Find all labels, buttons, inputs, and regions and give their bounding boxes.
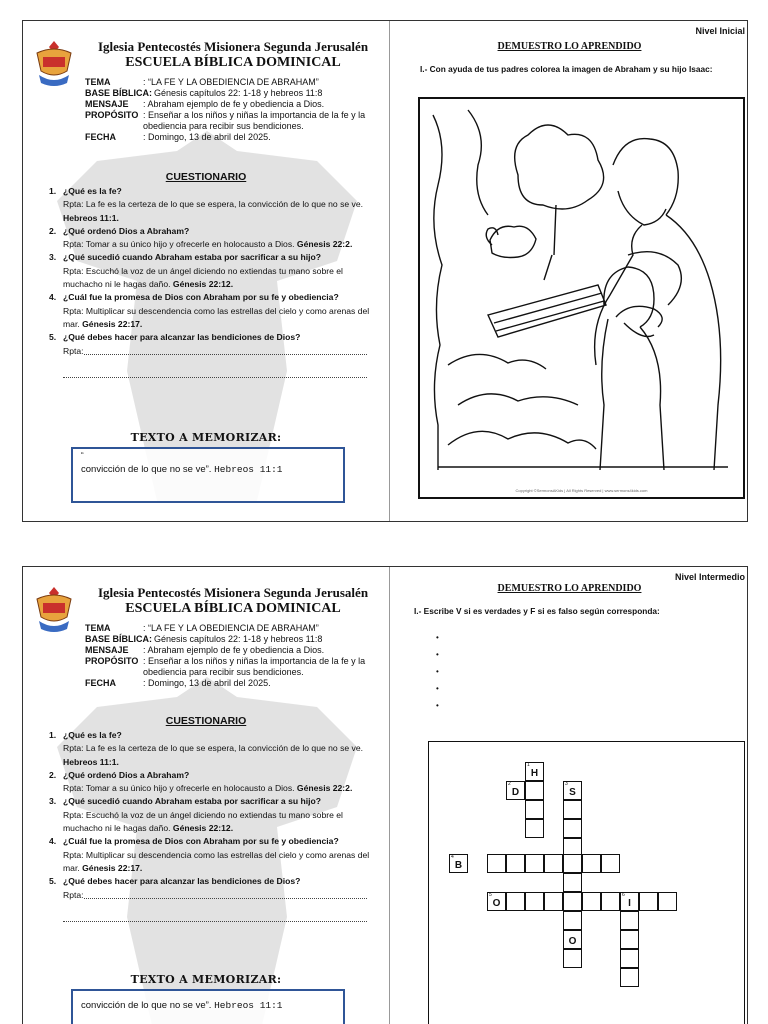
fecha-value: : Domingo, 13 de abril del 2025. (143, 678, 271, 688)
crossword-cell[interactable] (620, 968, 639, 987)
worksheet-inicial (22, 20, 748, 522)
coloring-image-frame[interactable] (418, 97, 745, 499)
mensaje-label: MENSAJE (85, 99, 129, 109)
question-item (49, 795, 381, 835)
proposito-value: : Enseñar a los niños y niñas la importancia de la fe y la obediencia para recibir sus bendiciones. (143, 110, 366, 131)
answer-text: Rpta: Multiplicar su descendencia como las estrellas del cielo y como arenas del mar. (63, 849, 370, 873)
mensaje-label: MENSAJE (85, 645, 129, 655)
proposito-label: PROPÓSITO (85, 110, 139, 120)
crossword-cell[interactable] (620, 949, 639, 968)
crossword-puzzle (428, 741, 745, 1024)
true-false-item[interactable]: • (436, 650, 439, 659)
answer-ref: Hebreos 11:1. (63, 756, 119, 767)
crossword-cell[interactable] (563, 854, 582, 873)
question-text: ¿Qué es la fe? (63, 186, 122, 196)
crossword-cell[interactable] (563, 911, 582, 930)
clue-number: 6 (622, 892, 625, 898)
worksheet-intermedio (22, 566, 748, 1024)
answer-line[interactable] (63, 889, 381, 902)
question-number: 4. (49, 836, 57, 847)
crossword-cell[interactable] (563, 949, 582, 968)
clue-number: 1 (527, 762, 530, 768)
crossword-cell[interactable] (525, 762, 544, 781)
question-number: 3. (49, 796, 57, 807)
question-text: ¿Qué ordenó Dios a Abraham? (63, 225, 190, 236)
memorize-ref: Hebreos 11:1 (214, 464, 283, 475)
true-false-item[interactable]: • (436, 667, 439, 676)
question-number: 2. (49, 225, 57, 236)
crossword-cell[interactable] (487, 892, 506, 911)
question-number: 1. (49, 186, 57, 196)
activity-panel (390, 567, 748, 1024)
mensaje-value: : Abraham ejemplo de fe y obediencia a Dios. (143, 645, 325, 655)
lesson-info (79, 77, 379, 143)
crossword-cell[interactable] (449, 854, 468, 873)
cell-letter: I (628, 898, 631, 909)
memorize-title: TEXTO A MEMORIZAR: (130, 973, 282, 986)
crossword-cell[interactable] (563, 892, 582, 911)
crossword-cell[interactable] (506, 854, 525, 873)
cell-letter: S (569, 787, 576, 798)
answer-text: Rpta: La fe es la certeza de lo que se espera, la convicción de lo que no se ve. (63, 199, 364, 210)
answer-text: Rpta: Tomar a su único hijo y ofrecerle en holocausto a Dios. (63, 783, 295, 794)
crossword-cell[interactable] (563, 800, 582, 819)
church-name: Iglesia Pentecostés Misionera Segunda Jerusalén (97, 585, 369, 600)
activity-title: DEMUESTRO LO APRENDIDO (497, 41, 642, 52)
cell-letter: H (530, 768, 539, 779)
lesson-panel (23, 21, 389, 521)
true-false-item[interactable]: • (436, 701, 439, 710)
clue-number: 3 (565, 781, 568, 787)
activity-instruction: I.- Escribe V si es verdades y F si es falso según corresponda: (414, 606, 660, 616)
level-label: Nivel Inicial (695, 26, 745, 36)
cell-letter: D (511, 787, 520, 798)
question-item (49, 729, 381, 769)
answer-ref: Génesis 22:12. (172, 279, 234, 290)
tema-value: : “LA FE Y LA OBEDIENCIA DE ABRAHAM” (143, 77, 319, 87)
answer-ref: Génesis 22:17. (82, 862, 143, 873)
fecha-value: : Domingo, 13 de abril del 2025. (143, 132, 271, 142)
image-copyright: Copyright ©SermonsAKids | All Rights Reserved | www.sermons4kids.com (515, 488, 648, 493)
question-item (49, 769, 381, 796)
cell-letter: O (568, 936, 577, 947)
question-number: 3. (49, 252, 57, 263)
question-item (49, 225, 381, 252)
question-item (49, 185, 381, 225)
answer-text: Rpta: La fe es la certeza de lo que se espera, la convicción de lo que no se ve. (63, 743, 364, 754)
base-value: Génesis capítulos 22: 1-18 y hebreos 11:8 (154, 634, 323, 644)
school-name: ESCUELA BÍBLICA DOMINICAL (125, 601, 341, 616)
church-logo-icon (33, 39, 75, 89)
crossword-cell[interactable] (506, 781, 525, 800)
answer-ref: Génesis 22:2. (296, 783, 353, 794)
question-number: 5. (49, 332, 57, 343)
crossword-cell[interactable] (544, 892, 563, 911)
memorize-ref: Hebreos 11:1 (214, 1000, 283, 1011)
question-text: ¿Cuál fue la promesa de Dios con Abraham por su fe y obediencia? (63, 836, 339, 847)
tema-label: TEMA (85, 77, 111, 87)
question-text: ¿Qué es la fe? (63, 730, 122, 740)
answer-line[interactable] (63, 345, 381, 358)
crossword-cell[interactable] (601, 892, 620, 911)
answer-dotted-line[interactable] (84, 889, 367, 899)
questionnaire-title: CUESTIONARIO (165, 171, 247, 183)
abraham-isaac-coloring-image[interactable] (428, 105, 735, 475)
crossword-cell[interactable] (620, 911, 639, 930)
crossword-cell[interactable] (563, 930, 582, 949)
crossword-cell[interactable] (620, 930, 639, 949)
question-text: ¿Qué debes hacer para alcanzar las bendiciones de Dios? (63, 876, 301, 887)
activity-title: DEMUESTRO LO APRENDIDO (497, 583, 642, 594)
answer-ref: Génesis 22:12. (172, 823, 234, 834)
tema-label: TEMA (85, 623, 111, 633)
church-name: Iglesia Pentecostés Misionera Segunda Jerusalén (97, 39, 369, 54)
crossword-cell[interactable] (658, 892, 677, 911)
base-label: BASE BÍBLICA: (85, 88, 152, 98)
tema-value: : “LA FE Y LA OBEDIENCIA DE ABRAHAM” (143, 623, 319, 633)
question-text: ¿Qué debes hacer para alcanzar las bendiciones de Dios? (63, 332, 301, 343)
fecha-label: FECHA (85, 678, 116, 688)
question-item (49, 835, 381, 875)
crossword-cell[interactable] (544, 854, 563, 873)
proposito-label: PROPÓSITO (85, 656, 139, 666)
activity-instruction: I.- Con ayuda de tus padres colorea la imagen de Abraham y su hijo Isaac: (420, 64, 713, 74)
answer-ref: Génesis 22:2. (296, 239, 353, 250)
crossword-cell[interactable] (620, 892, 639, 911)
clue-number: 2 (508, 781, 511, 787)
memorize-text: convicción de lo que no se ve”. (81, 464, 212, 475)
memorize-text: convicción de lo que no se ve”. (81, 1000, 212, 1011)
mensaje-value: : Abraham ejemplo de fe y obediencia a Dios. (143, 99, 325, 109)
cell-letter: B (454, 860, 463, 871)
crossword-cell[interactable] (563, 819, 582, 838)
question-item (49, 291, 381, 331)
crossword-cell[interactable] (487, 854, 506, 873)
base-value: Génesis capítulos 22: 1-18 y hebreos 11:8 (154, 88, 323, 98)
lesson-info (79, 623, 379, 689)
clue-number: 4 (451, 854, 454, 860)
question-number: 4. (49, 292, 57, 303)
crossword-cell[interactable] (582, 854, 601, 873)
school-name: ESCUELA BÍBLICA DOMINICAL (125, 55, 341, 70)
question-text: ¿Qué ordenó Dios a Abraham? (63, 769, 190, 780)
crossword-cell[interactable] (506, 892, 525, 911)
question-text: ¿Cuál fue la promesa de Dios con Abraham por su fe y obediencia? (63, 292, 339, 303)
fecha-label: FECHA (85, 132, 116, 142)
question-item (49, 875, 381, 922)
questionnaire-title: CUESTIONARIO (165, 715, 247, 727)
true-false-list (436, 629, 696, 714)
memorize-open-quote: “ (81, 451, 84, 460)
question-list (49, 185, 381, 378)
clue-number: 5 (489, 892, 492, 898)
crossword-cell[interactable] (582, 892, 601, 911)
question-text: ¿Qué sucedió cuando Abraham estaba por sacrificar a su hijo? (63, 252, 322, 263)
question-number: 1. (49, 730, 57, 740)
crossword-cell[interactable] (525, 800, 544, 819)
level-label: Nivel Intermedio (674, 572, 745, 582)
answer-text: Rpta: Escuchó la voz de un ángel diciendo no extiendas tu mano sobre el muchacho ni le hagas daño. (63, 809, 343, 834)
answer-dotted-line[interactable] (84, 345, 367, 355)
answer-dotted-line[interactable] (63, 910, 367, 922)
true-false-item[interactable]: • (436, 684, 439, 693)
proposito-value: : Enseñar a los niños y niñas la importancia de la fe y la obediencia para recibir sus bendiciones. (143, 656, 366, 677)
crossword-cell[interactable] (525, 854, 544, 873)
base-label: BASE BÍBLICA: (85, 634, 152, 644)
question-item (49, 331, 381, 378)
memorize-box (71, 447, 345, 503)
question-text: ¿Qué sucedió cuando Abraham estaba por sacrificar a su hijo? (63, 796, 322, 807)
answer-label: Rpta: (63, 889, 84, 900)
answer-ref: Hebreos 11:1. (63, 212, 119, 223)
crossword-cell[interactable] (639, 892, 658, 911)
true-false-item[interactable]: • (436, 633, 439, 642)
activity-panel (390, 21, 748, 521)
answer-text: Rpta: Tomar a su único hijo y ofrecerle en holocausto a Dios. (63, 239, 295, 250)
crossword-cell[interactable] (563, 873, 582, 892)
answer-dotted-line[interactable] (63, 366, 367, 378)
question-number: 2. (49, 769, 57, 780)
church-logo-icon (33, 585, 75, 635)
answer-label: Rpta: (63, 345, 84, 356)
answer-ref: Génesis 22:17. (82, 318, 143, 329)
memorize-box (71, 989, 345, 1024)
lesson-panel (23, 567, 389, 1024)
crossword-cell[interactable] (525, 892, 544, 911)
crossword-cell[interactable] (563, 781, 582, 800)
question-item (49, 251, 381, 291)
answer-text: Rpta: Escuchó la voz de un ángel diciendo no extiendas tu mano sobre el muchacho ni le hagas daño. (63, 265, 343, 290)
memorize-title: TEXTO A MEMORIZAR: (130, 431, 282, 444)
answer-text: Rpta: Multiplicar su descendencia como las estrellas del cielo y como arenas del mar. (63, 305, 370, 329)
crossword-cell[interactable] (525, 781, 544, 800)
crossword-cell[interactable] (601, 854, 620, 873)
question-number: 5. (49, 876, 57, 887)
question-list (49, 729, 381, 922)
crossword-cell[interactable] (525, 819, 544, 838)
cell-letter: O (492, 898, 501, 909)
